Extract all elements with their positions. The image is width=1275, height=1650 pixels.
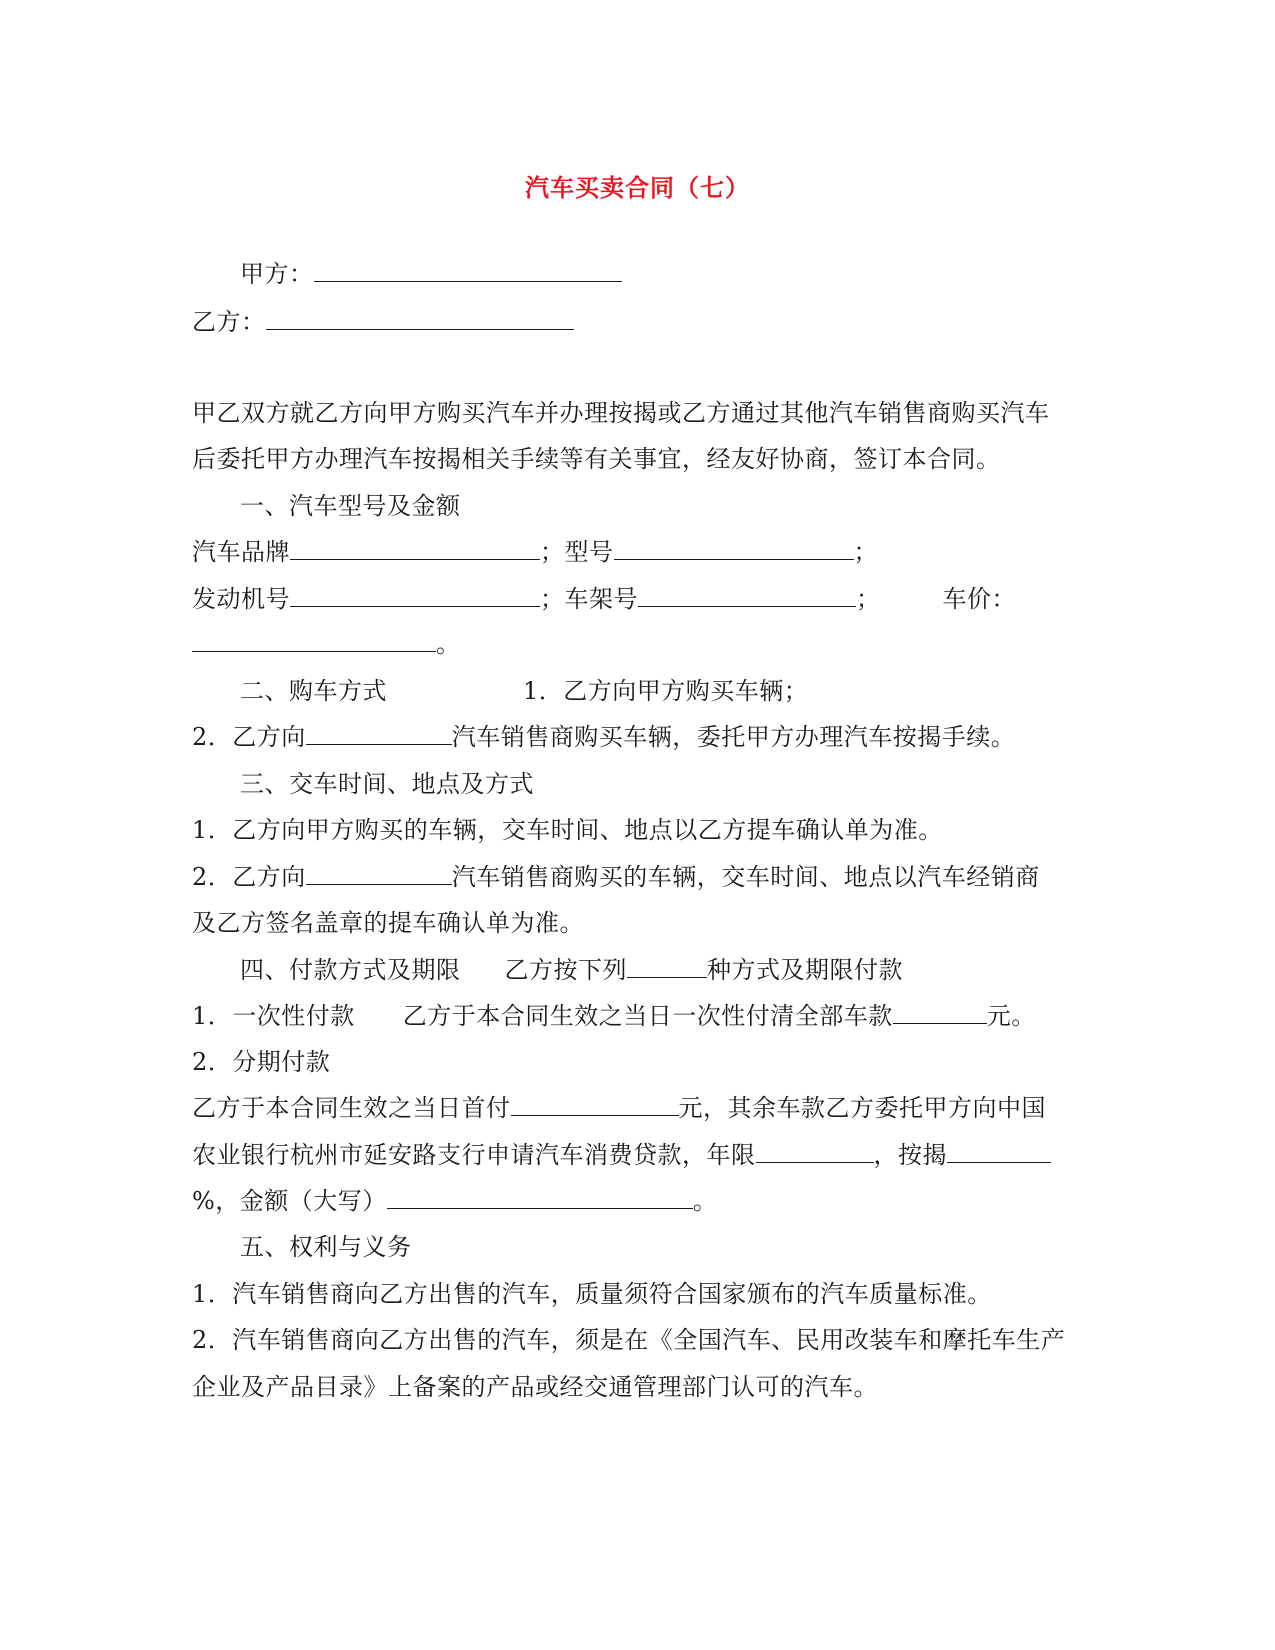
- section3-item2-suffix: 汽车销售商购买的车辆，交车时间、地点以汽车经销商: [451, 863, 1040, 891]
- engine-label: 发动机号: [192, 585, 290, 613]
- method-suffix: 种方式及期限付款: [707, 956, 903, 984]
- installment-label: 2．分期付款: [192, 1048, 331, 1076]
- model-label: 型号: [564, 538, 614, 566]
- amount-end: 。: [692, 1187, 718, 1215]
- frame-label: 车架号: [564, 585, 638, 613]
- lump-sum-text: 乙方于本合同生效之当日一次性付清全部车款: [402, 1002, 893, 1030]
- price-blank: [192, 629, 436, 652]
- lump-sum-label: 1．一次性付款: [192, 1002, 355, 1030]
- brand-model-line: [192, 536, 878, 568]
- section3-item1: 1．乙方向甲方购买的车辆，交车时间、地点以乙方提车确认单为准。: [192, 816, 943, 844]
- dealer-blank-2: [306, 862, 452, 885]
- down-payment-blank: [511, 1093, 679, 1116]
- method-blank: [627, 955, 707, 978]
- section2-item2-suffix: 汽车销售商购买车辆，委托甲方办理汽车按揭手续。: [451, 723, 1016, 751]
- lump-sum-unit: 元。: [986, 1002, 1036, 1030]
- lump-sum-line: [192, 1000, 1036, 1032]
- loan-term-blank: [756, 1140, 874, 1163]
- party-b-line: [192, 306, 574, 338]
- section5-item2-line2: 企业及产品目录》上备案的产品或经交通管理部门认可的汽车。: [192, 1373, 878, 1401]
- section5-heading: 五、权利与义务: [240, 1233, 412, 1261]
- amount-line: [192, 1185, 717, 1217]
- intro-line-1: 甲乙双方就乙方向甲方购买汽车并办理按揭或乙方通过其他汽车销售商购买汽车: [192, 399, 1050, 427]
- section2-item1: 1．乙方向甲方购买车辆；: [523, 677, 809, 705]
- down-payment-line: [192, 1092, 1046, 1124]
- model-end: ；: [853, 538, 878, 566]
- section4-line: [240, 954, 903, 986]
- price-line: [192, 628, 461, 660]
- amount-blank: [387, 1186, 693, 1209]
- loan-line: [192, 1139, 1051, 1171]
- price-label: 车价：: [942, 585, 1016, 613]
- percent-text: %，金额（大写）: [192, 1187, 387, 1215]
- lump-sum-blank: [893, 1001, 987, 1024]
- section5-item1: 1．汽车销售商向乙方出售的汽车，质量须符合国家颁布的汽车质量标准。: [192, 1280, 992, 1308]
- party-b-label: 乙方：: [192, 308, 266, 336]
- engine-sep: ；: [540, 585, 565, 613]
- document-title: 汽车买卖合同（七）: [525, 173, 750, 202]
- section3-item2: [192, 861, 1040, 893]
- engine-frame-line: [192, 583, 1016, 615]
- frame-end: ；: [856, 585, 881, 613]
- down-payment-prefix: 乙方于本合同生效之当日首付: [192, 1094, 511, 1122]
- party-a-label: 甲方：: [240, 260, 314, 288]
- brand-sep: ；: [540, 538, 565, 566]
- mortgage-rate-blank: [947, 1140, 1051, 1163]
- section3-item2-line2: 及乙方签名盖章的提车确认单为准。: [192, 909, 584, 937]
- section3-item2-prefix: 2．乙方向: [192, 863, 306, 891]
- section2-item2-prefix: 2．乙方向: [192, 723, 306, 751]
- down-payment-suffix: 元，其余车款乙方委托甲方向中国: [678, 1094, 1046, 1122]
- brand-label: 汽车品牌: [192, 538, 290, 566]
- intro-line-2: 后委托甲方办理汽车按揭相关手续等有关事宜，经友好协商，签订本合同。: [192, 445, 1001, 473]
- brand-blank: [290, 537, 540, 560]
- price-end: 。: [436, 630, 461, 658]
- frame-blank: [638, 584, 856, 607]
- method-prefix: 乙方按下列: [504, 956, 627, 984]
- section5-item2-line1: 2．汽车销售商向乙方出售的汽车，须是在《全国汽车、民用改装车和摩托车生产: [192, 1326, 1066, 1354]
- section2-heading: 二、购车方式: [240, 677, 387, 705]
- party-a-blank: [314, 259, 622, 282]
- party-b-blank: [266, 307, 574, 330]
- party-a-line: [240, 258, 622, 290]
- section3-heading: 三、交车时间、地点及方式: [240, 770, 534, 798]
- engine-blank: [290, 584, 540, 607]
- section2-item2: [192, 721, 1015, 753]
- dealer-blank-1: [306, 722, 452, 745]
- section4-heading: 四、付款方式及期限: [240, 956, 461, 984]
- section1-heading: 一、汽车型号及金额: [240, 492, 461, 520]
- loan-comma: ，按揭: [873, 1141, 947, 1169]
- loan-text: 农业银行杭州市延安路支行申请汽车消费贷款，年限: [192, 1141, 756, 1169]
- section2-line: [240, 675, 808, 707]
- model-blank: [614, 537, 854, 560]
